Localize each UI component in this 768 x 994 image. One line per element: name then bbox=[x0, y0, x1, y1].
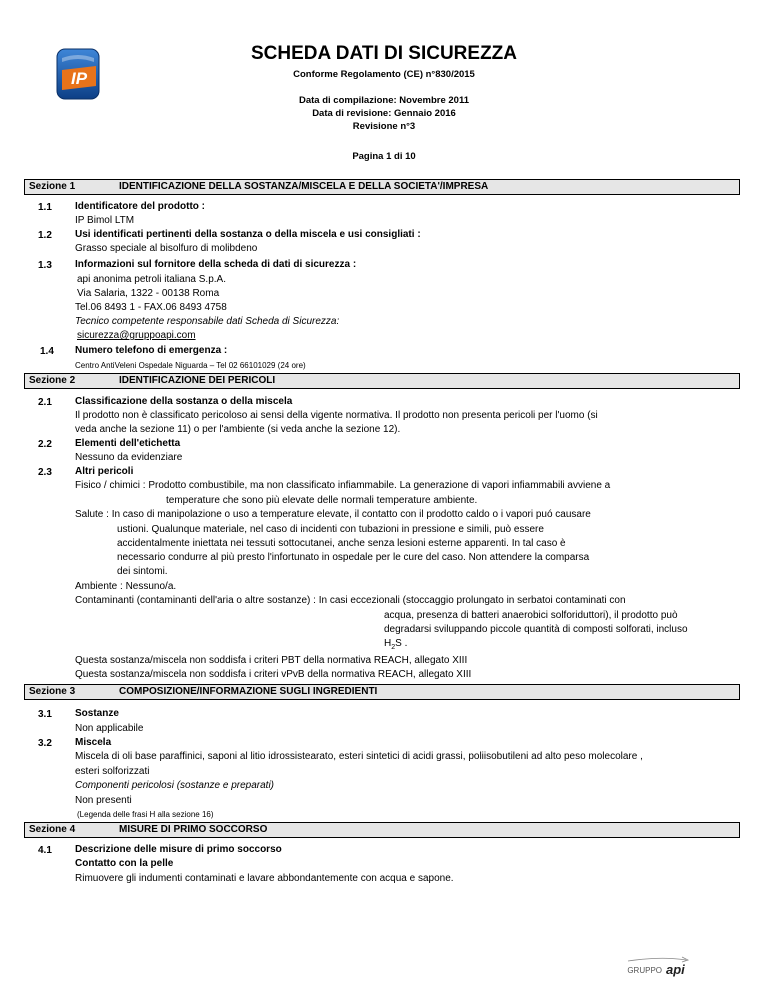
hazardous-components-label: Componenti pericolosi (sostanze e preparati) bbox=[75, 780, 274, 791]
hazard-health-cont: accidentalmente iniettata nei tessuti sottocutanei, anche senza lesioni esterne apparenti. In tal caso è bbox=[117, 538, 566, 549]
page-number: Pagina 1 di 10 bbox=[352, 151, 416, 162]
hazard-health-cont: dei sintomi. bbox=[117, 566, 168, 577]
footer-group: GRUPPO bbox=[627, 966, 662, 975]
h2s-formula: $H_2S$ . bbox=[384, 638, 408, 651]
section-label: Sezione 3 bbox=[29, 686, 76, 697]
compilation-date: Data di compilazione: Novembre 2011 bbox=[298, 95, 469, 106]
section-4-header bbox=[24, 822, 740, 838]
section-title: IDENTIFICAZIONE DEI PERICOLI bbox=[119, 375, 276, 386]
item-heading: Descrizione delle misure di primo soccorso bbox=[75, 844, 282, 855]
item-number: 1.3 bbox=[38, 260, 52, 271]
item-text: Il prodotto non è classificato pericoloso ai sensi della vigente normativa. Il prodotto non presenta pericoli per l'uomo (si bbox=[75, 410, 598, 421]
item-number: 2.2 bbox=[38, 439, 52, 450]
product-name: IP Bimol LTM bbox=[75, 215, 135, 226]
item-text: Grasso speciale al bisolfuro di molibdeno bbox=[75, 243, 258, 254]
item-number: 2.3 bbox=[38, 467, 52, 478]
item-text: Non applicabile bbox=[75, 723, 144, 734]
item-heading: Sostanze bbox=[75, 708, 119, 719]
logo-text: IP bbox=[70, 69, 88, 88]
supplier-phone: Tel.06 8493 1 - FAX.06 8493 4758 bbox=[75, 302, 227, 313]
item-heading: Numero telefono di emergenza : bbox=[75, 345, 228, 356]
item-heading: Classificazione della sostanza o della miscela bbox=[75, 396, 293, 407]
hazard-health-cont: ustioni. Qualunque materiale, nel caso di incidenti con tubazioni in pressione e simili, può essere bbox=[117, 524, 544, 535]
pbt-statement: Questa sostanza/miscela non soddisfa i criteri PBT della normativa REACH, allegato XIII bbox=[75, 655, 468, 666]
hazard-contaminants-cont: degradarsi sviluppando piccole quantità di composti solforati, incluso bbox=[384, 624, 688, 635]
item-heading: Identificatore del prodotto : bbox=[75, 201, 205, 212]
hazard-contaminants: Contaminanti (contaminanti dell'aria o altre sostanze) : In casi eccezionali (stoccaggio prolungato in serbatoi contaminati con bbox=[75, 595, 626, 606]
section-2-header bbox=[24, 373, 740, 389]
hazard-physical-cont: temperature che sono più elevate delle normali temperature ambiente. bbox=[166, 495, 478, 506]
item-text: Nessuno da evidenziare bbox=[75, 452, 183, 463]
revision-number: Revisione n°3 bbox=[352, 121, 416, 132]
section-title: IDENTIFICAZIONE DELLA SOSTANZA/MISCELA E DELLA SOCIETA'/IMPRESA bbox=[119, 181, 489, 192]
item-number: 1.4 bbox=[40, 346, 54, 357]
item-number: 2.1 bbox=[38, 397, 52, 408]
item-heading: Usi identificati pertinenti della sostanza o della miscela e usi consigliati : bbox=[75, 229, 421, 240]
section-label: Sezione 2 bbox=[29, 375, 76, 386]
hazardous-components-value: Non presenti bbox=[75, 795, 132, 806]
section-1-header bbox=[24, 179, 740, 195]
sub-heading: Contatto con la pelle bbox=[75, 858, 174, 869]
hazard-contaminants-cont: acqua, presenza di batteri anaerobici solforiduttori), il prodotto può bbox=[384, 610, 678, 621]
h-phrases-note: (Legenda delle frasi H alla sezione 16) bbox=[77, 810, 214, 819]
document-title: SCHEDA DATI DI SICUREZZA bbox=[251, 43, 517, 64]
email-link[interactable]: sicurezza@gruppoapi.com bbox=[77, 330, 196, 341]
regulation-line: Conforme Regolamento (CE) n°830/2015 bbox=[293, 69, 475, 80]
item-number: 4.1 bbox=[38, 845, 52, 856]
section-3-header bbox=[24, 684, 740, 700]
footer-brand: api bbox=[666, 962, 685, 977]
gruppo-api-logo bbox=[622, 954, 732, 978]
mixture-description: Miscela di oli base paraffinici, saponi al litio idrossistearato, esteri sintetici di acidi grassi, poliisobutileni ad alto peso molecolare , bbox=[75, 751, 643, 762]
item-number: 3.1 bbox=[38, 709, 52, 720]
item-heading: Miscela bbox=[75, 737, 112, 748]
item-text: Rimuovere gli indumenti contaminati e lavare abbondantemente con acqua e sapone. bbox=[75, 873, 454, 884]
hazard-physical: Fisico / chimici : Prodotto combustibile, ma non classificato infiammabile. La generazione di vapori infiammabili avviene a bbox=[75, 480, 611, 491]
hazard-environment: Ambiente : Nessuno/a. bbox=[75, 581, 177, 592]
item-number: 1.1 bbox=[38, 202, 52, 213]
section-label: Sezione 4 bbox=[29, 824, 76, 835]
section-label: Sezione 1 bbox=[29, 181, 76, 192]
emergency-phone: Centro AntiVeleni Ospedale Niguarda – Tel 02 66101029 (24 ore) bbox=[75, 361, 306, 370]
vpvb-statement: Questa sostanza/miscela non soddisfa i criteri vPvB della normativa REACH, allegato XIII bbox=[75, 669, 472, 680]
item-number: 1.2 bbox=[38, 230, 52, 241]
responsible-label: Tecnico competente responsabile dati Scheda di Sicurezza: bbox=[75, 316, 340, 327]
section-title: MISURE DI PRIMO SOCCORSO bbox=[119, 824, 268, 835]
supplier-name: api anonima petroli italiana S.p.A. bbox=[77, 274, 226, 285]
hazard-health: Salute : In caso di manipolazione o uso a temperature elevate, il contatto con il prodotto caldo o i vapori puó causare bbox=[75, 509, 591, 520]
item-heading: Informazioni sul fornitore della scheda di dati di sicurezza : bbox=[75, 259, 357, 270]
item-heading: Altri pericoli bbox=[75, 466, 134, 477]
supplier-address: Via Salaria, 1322 - 00138 Roma bbox=[77, 288, 220, 299]
item-text: veda anche la sezione 11) o per l'ambiente (si veda anche la sezione 12). bbox=[75, 424, 401, 435]
item-number: 3.2 bbox=[38, 738, 52, 749]
hazard-health-cont: necessario condurre al più presto l'infortunato in ospedale per le cure del caso. Non attendere la comparsa bbox=[117, 552, 590, 563]
mixture-description-cont: esteri solforizzati bbox=[75, 766, 150, 777]
section-title: COMPOSIZIONE/INFORMAZIONE SUGLI INGREDIENTI bbox=[119, 686, 378, 697]
item-heading: Elementi dell'etichetta bbox=[75, 438, 181, 449]
revision-date: Data di revisione: Gennaio 2016 bbox=[312, 108, 456, 119]
